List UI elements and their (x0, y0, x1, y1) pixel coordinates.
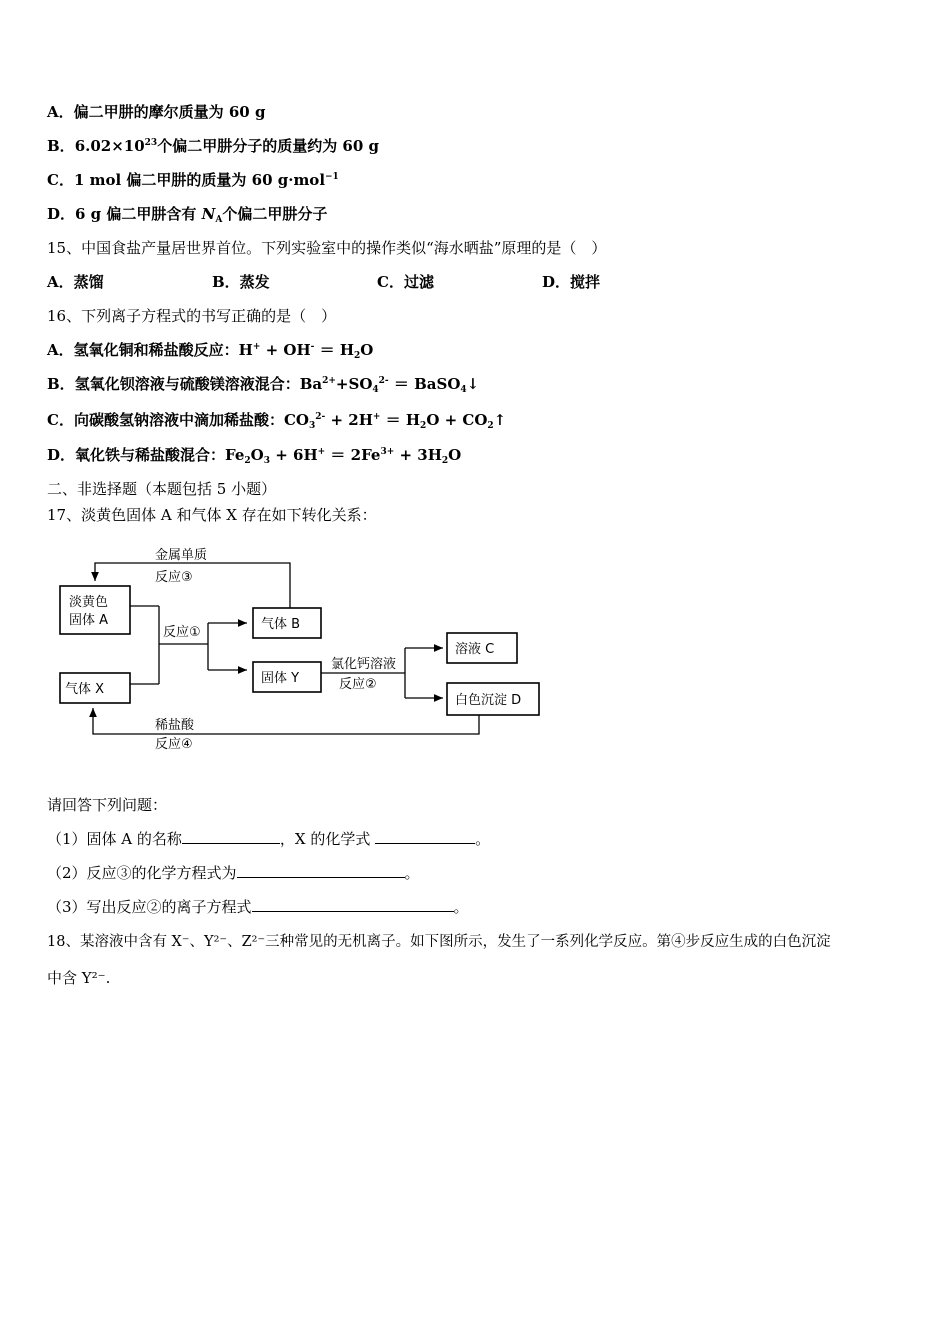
option-label: B． (47, 375, 75, 393)
eq: O (448, 446, 462, 464)
eq: O + CO (426, 411, 488, 429)
eq: O (360, 341, 374, 359)
answer-blank[interactable] (375, 829, 475, 844)
answer-blank[interactable] (252, 897, 454, 912)
eq: ＝ H (314, 341, 355, 359)
eq-sub: 3 (263, 456, 271, 466)
reaction-2-reagent: 氯化钙溶液 (331, 657, 397, 672)
eq-sup: 2+ (322, 376, 336, 386)
box-y-text: 固体 Y (261, 671, 300, 686)
eq: +SO (335, 375, 373, 393)
avogadro-symbol: N (201, 205, 216, 223)
eq: Fe (225, 446, 245, 464)
subquestion-text: 。 (475, 830, 491, 848)
q16-option-c (47, 410, 506, 430)
option-label: C． (47, 171, 74, 189)
q15-option-c: C．过滤 (377, 273, 434, 291)
option-text: 向碳酸氢钠溶液中滴加稀盐酸： (73, 411, 284, 429)
box-x-text: 气体 X (65, 682, 105, 697)
eq: + 2H (325, 411, 373, 429)
option-text: 1 mol 偏二甲肼的质量为 60 g·mol (73, 171, 326, 189)
reaction-4-label: 反应④ (155, 737, 193, 752)
option-text: 偏二甲肼的摩尔质量为 60 g (73, 103, 266, 121)
reaction-3-label: 反应③ (155, 570, 193, 585)
q16-option-b (47, 374, 479, 394)
box-d-text: 白色沉淀 D (455, 693, 522, 708)
eq-sub: 2 (244, 456, 251, 466)
option-text: 6 g 偏二甲肼含有 (75, 205, 202, 223)
eq: ↓ (466, 375, 480, 393)
eq: ＝ H (380, 411, 421, 429)
eq-sup: 2- (378, 376, 389, 386)
q17-prompt: 请回答下列问题： (47, 796, 168, 814)
q15-option-d: D．搅拌 (542, 273, 601, 291)
q17-subquestion-2 (47, 863, 420, 883)
option-text: 个偏二甲肼分子的质量约为 60 g (157, 137, 380, 155)
eq: + OH (260, 341, 311, 359)
q17-reaction-diagram (55, 540, 555, 760)
eq: H (238, 341, 253, 359)
eq: ＝ 2Fe (325, 446, 381, 464)
eq-sub: 2 (420, 421, 427, 431)
eq-sup: + (372, 412, 381, 422)
eq-sub: 4 (372, 385, 379, 395)
option-text: 氢氧化铜和稀盐酸反应： (73, 341, 239, 359)
option-text: 氧化铁与稀盐酸混合： (75, 446, 226, 464)
q16-option-d (47, 445, 461, 465)
option-label: C． (47, 411, 74, 429)
section-heading: 二、非选择题（本题包括 5 小题） (47, 480, 277, 498)
exponent: −1 (325, 172, 339, 182)
box-c-text: 溶液 C (455, 642, 495, 657)
q18-stem-line2: 中含 Y²⁻. (47, 969, 111, 987)
eq-sup: - (310, 342, 315, 352)
eq-sup: 3+ (380, 447, 395, 457)
box-a-text-line2: 固体 A (69, 613, 109, 628)
eq-sup: + (317, 447, 326, 457)
eq-sub: 2 (441, 456, 449, 466)
q14-option-d (47, 204, 327, 224)
eq: O (250, 446, 264, 464)
q14-option-b (47, 136, 379, 156)
option-label: A． (47, 341, 74, 359)
q16-stem: 16、下列离子方程式的书写正确的是（ ） (47, 307, 337, 325)
option-label: A． (47, 103, 74, 121)
exponent: 23 (144, 138, 158, 148)
subquestion-text: 。 (453, 898, 469, 916)
option-label: D． (47, 205, 76, 223)
eq-sub: 2 (354, 351, 361, 361)
q15-option-b: B．蒸发 (212, 273, 270, 291)
eq-sub: 2 (487, 421, 494, 431)
eq-sup: + (252, 342, 261, 352)
eq: CO (283, 411, 309, 429)
q14-option-c (47, 170, 339, 190)
subquestion-text: （3）写出反应②的离子方程式 (47, 898, 252, 916)
option-text: 个偏二甲肼分子 (222, 205, 328, 223)
reaction-2-label: 反应② (339, 677, 377, 692)
answer-blank[interactable] (237, 863, 405, 878)
eq-sub: 4 (460, 385, 467, 395)
subquestion-text: 。 (404, 864, 420, 882)
eq-sub: 3 (308, 421, 316, 431)
subscript: A (215, 215, 223, 225)
eq: Ba (299, 375, 323, 393)
reaction-4-reagent: 稀盐酸 (155, 718, 195, 733)
eq: ↑ (493, 411, 507, 429)
arrow-d-to-x (93, 708, 479, 734)
reaction-3-reagent: 金属单质 (155, 548, 208, 563)
answer-blank[interactable] (182, 829, 280, 844)
number: 6.02×10 (74, 137, 145, 155)
reaction-1-label: 反应① (163, 625, 201, 640)
q17-subquestion-3 (47, 897, 469, 917)
option-label: B． (47, 137, 75, 155)
option-text: 氢氧化钡溶液与硫酸镁溶液混合： (74, 375, 300, 393)
eq: ＝ BaSO (388, 375, 461, 393)
eq: + 3H (394, 446, 442, 464)
q15-stem: 15、中国食盐产量居世界首位。下列实验室中的操作类似“海水晒盐”原理的是（ ） (47, 239, 607, 257)
q14-option-a (47, 102, 265, 122)
subquestion-text: （1）固体 A 的名称 (47, 830, 182, 848)
q16-option-a (47, 340, 373, 360)
subquestion-text: （2）反应③的化学方程式为 (47, 864, 237, 882)
q17-subquestion-1 (47, 829, 490, 849)
q17-stem: 17、淡黄色固体 A 和气体 X 存在如下转化关系： (47, 506, 377, 524)
eq: + 6H (270, 446, 318, 464)
box-b-text: 气体 B (261, 617, 301, 632)
option-label: D． (47, 446, 76, 464)
subquestion-text: ，X 的化学式 (279, 830, 376, 848)
eq-sup: 2- (315, 412, 326, 422)
q15-option-a: A．蒸馏 (47, 273, 104, 291)
box-a-text-line1: 淡黄色 (69, 595, 109, 610)
q18-stem-line1: 18、某溶液中含有 X⁻、Y²⁻、Z²⁻三种常见的无机离子。如下图所示，发生了一系列化学反应。第④步反应生成的白色沉淀 (47, 934, 831, 950)
